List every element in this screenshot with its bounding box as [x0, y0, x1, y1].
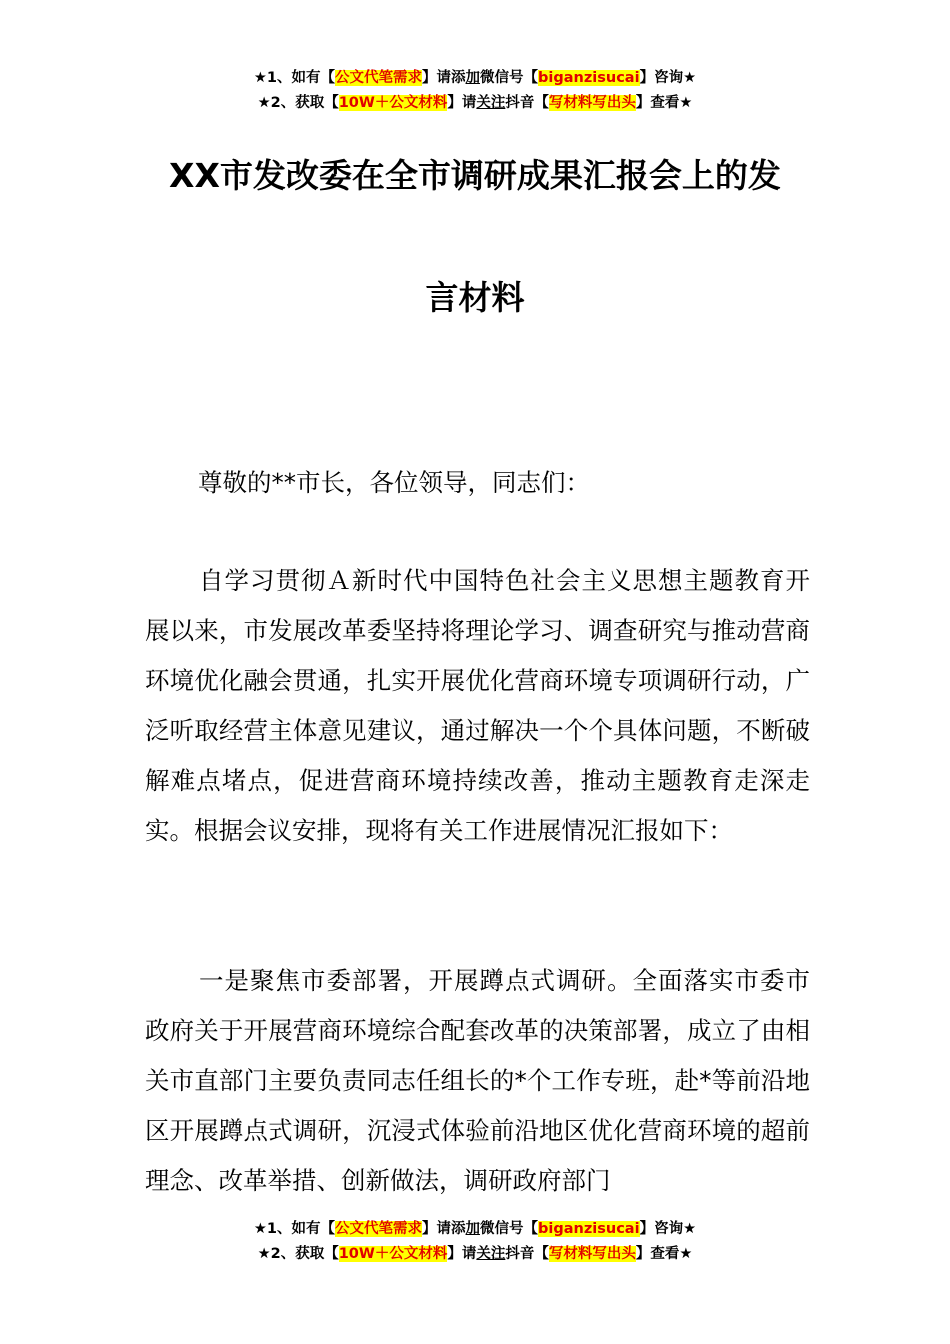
- banner-text: 微信号【: [480, 70, 539, 86]
- banner-text: ★2、获取【: [257, 1246, 339, 1262]
- banner-text: 抖音【: [505, 1246, 549, 1262]
- banner-highlight: 写材料写出头: [548, 95, 636, 111]
- document-title-line-1: XX市发改委在全市调研成果汇报会上的发: [169, 156, 781, 195]
- banner-highlight: 公文代笔需求: [335, 70, 423, 86]
- banner-text: 】请添: [422, 1221, 466, 1237]
- banner-text: ★2、获取【: [257, 95, 339, 111]
- banner-line-1: [0, 66, 950, 91]
- banner-text: ★1、如有【: [253, 70, 336, 86]
- banner-text: 微信号【: [480, 1221, 539, 1237]
- banner-text: 】咨询★: [639, 70, 697, 86]
- body-paragraph-1: [145, 556, 810, 856]
- banner-highlight: 公文代笔需求: [335, 1221, 423, 1237]
- paragraph-text: 自学习贯彻Ａ新时代中国特色社会主义思想主题教育开展以来，市发展改革委坚持将理论学习、调查研究与推动营商环境优化融会贯通，扎实开展优化营商环境专项调研行动，广泛听取经营主体意见建议，通过解决一个个具体问题，不断破解难点堵点，促进营商环境持续改善，推动主题教育走深走实。根据会议安排，现将有关工作进展情况汇报如下：: [145, 566, 810, 845]
- banner-text: 】查看★: [635, 95, 693, 111]
- header-banner: [0, 66, 950, 116]
- banner-underlined-text: 加: [465, 1221, 481, 1237]
- banner-text: 】请: [447, 1246, 477, 1262]
- banner-underlined-text: 关注: [476, 1246, 506, 1262]
- banner-highlight: 10W＋公文材料: [338, 95, 448, 111]
- banner-text: 】请添: [422, 70, 466, 86]
- banner-highlight: biganzisucai: [538, 1221, 640, 1237]
- banner-highlight: 写材料写出头: [548, 1246, 636, 1262]
- banner-line-2: [0, 91, 950, 116]
- body-paragraph-2: [145, 956, 810, 1206]
- footer-banner: [0, 1217, 950, 1267]
- document-title-line-2: 言材料: [425, 278, 525, 317]
- banner-underlined-text: 加: [465, 70, 481, 86]
- banner-text: 抖音【: [505, 95, 549, 111]
- greeting-paragraph: [145, 458, 810, 508]
- banner-highlight: biganzisucai: [538, 70, 640, 86]
- banner-text: ★1、如有【: [253, 1221, 336, 1237]
- paragraph-text: 一是聚焦市委部署，开展蹲点式调研。全面落实市委市政府关于开展营商环境综合配套改革的决策部署，成立了由相关市直部门主要负责同志任组长的*个工作专班，赴*等前沿地区开展蹲点式调研，沉浸式体验前沿地区优化营商环境的超前理念、改革举措、创新做法，调研政府部门: [145, 966, 810, 1195]
- banner-line-1: [0, 1217, 950, 1242]
- greeting-text: 尊敬的**市长，各位领导，同志们：: [198, 468, 590, 497]
- banner-highlight: 10W＋公文材料: [338, 1246, 448, 1262]
- banner-underlined-text: 关注: [476, 95, 506, 111]
- banner-text: 】查看★: [635, 1246, 693, 1262]
- banner-text: 】请: [447, 95, 477, 111]
- banner-text: 】咨询★: [639, 1221, 697, 1237]
- banner-line-2: [0, 1242, 950, 1267]
